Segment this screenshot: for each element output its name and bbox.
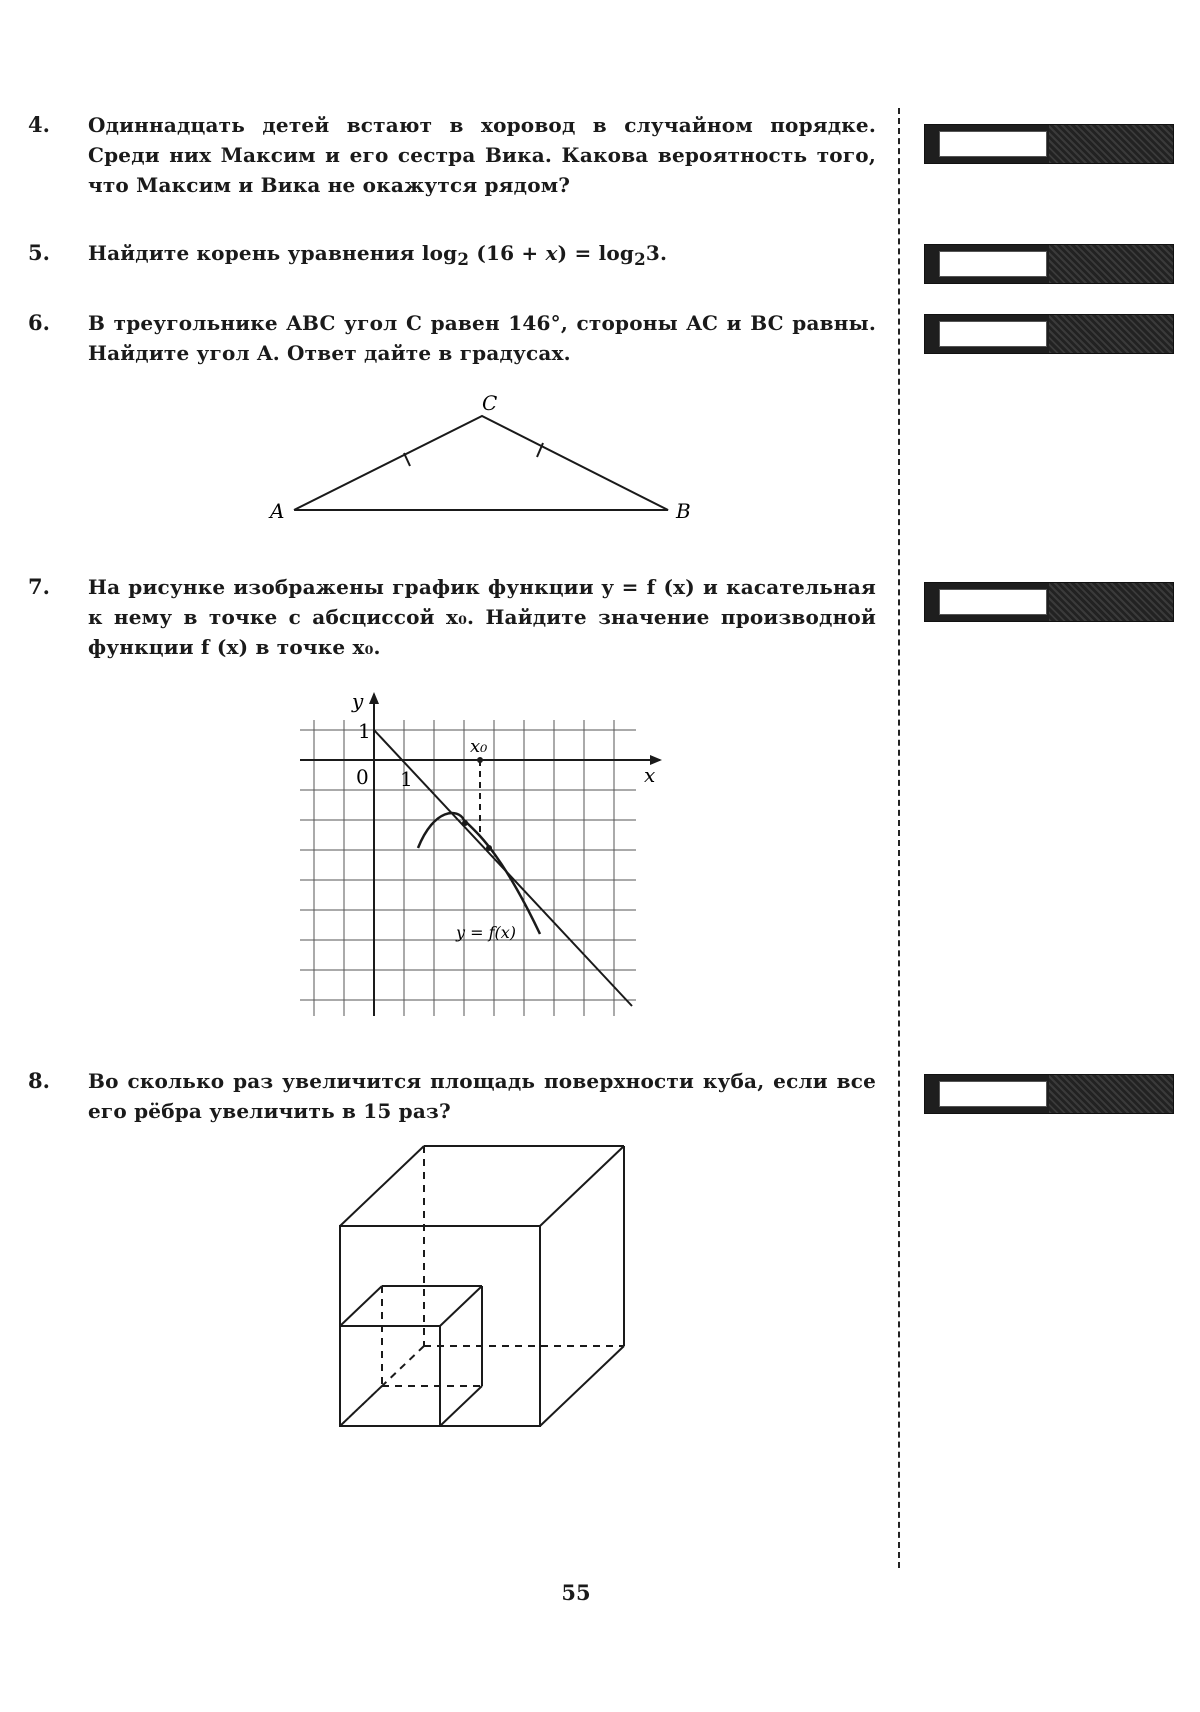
y-tick-label: 1 [358,719,371,743]
tick-mark-ac [404,453,410,466]
x-tick-label: 1 [400,767,413,791]
problem-4-text: Одиннадцать детей встают в хоровод в случайном порядке. Среди них Максим и его сестра Вика. Какова вероятность того, что Максим и Вика не окажутся рядом? [88,113,876,197]
answer-field-7[interactable] [939,589,1047,615]
answer-box-6 [924,314,1174,354]
problem-7-number: 7. [28,574,50,599]
log-base-1: 2 [457,249,470,269]
variable-x: x [545,241,558,265]
equation-part-3: 3. [645,241,668,265]
problem-6-number: 6. [28,310,50,335]
y-axis-arrow [369,692,379,704]
answer-box-8 [924,1074,1174,1114]
answer-box-5 [924,244,1174,284]
problem-8-number: 8. [28,1068,50,1093]
log-base-2: 2 [634,249,646,269]
curve-label: y = f(x) [456,923,517,942]
problem-4-number: 4. [28,112,50,137]
problem-7-text: На рисунке изображены график функции y = f (x) и касательная к нему в точке с абсциссой x₀. Найдите значение производной функции f (x) в точке x₀. [88,575,876,659]
page-number: 55 [561,1580,591,1605]
curve-point [486,845,492,851]
answer-box-7 [924,582,1174,622]
problem-5-lead: Найдите корень уравнения [88,241,422,265]
y-axis-label: y [352,690,364,713]
answer-box-4 [924,124,1174,164]
answer-field-6[interactable] [939,321,1047,347]
margin-cut-line [898,108,900,1568]
small-cube [340,1286,482,1426]
tangency-point [462,820,468,826]
equation-part-1: (16 + [469,241,546,265]
triangle-figure [260,390,700,530]
problem-8-text: Во сколько раз увеличится площадь поверхности куба, если все его рёбра увеличить в 15 раз? [88,1069,876,1123]
x0-label: x₀ [470,736,488,757]
triangle-abc [294,416,668,510]
answer-field-8[interactable] [939,1081,1047,1107]
cubes-figure [330,1136,630,1434]
derivative-graph [290,690,670,1030]
x-axis-label: x [644,763,656,787]
problem-5-number: 5. [28,240,50,265]
grid [300,720,636,1016]
equation-part-2: ) = log [557,241,635,265]
vertex-label-a: A [270,499,285,523]
x0-point [477,757,483,763]
vertex-label-c: C [482,391,498,415]
log-1: log [421,241,458,265]
answer-field-5[interactable] [939,251,1047,277]
origin-label: 0 [356,765,369,789]
answer-field-4[interactable] [939,131,1047,157]
vertex-label-b: B [676,499,691,523]
problem-5-text [88,238,876,274]
problem-6-text: В треугольнике ABC угол C равен 146°, стороны AC и BC равны. Найдите угол A. Ответ дайте в градусах. [88,311,876,365]
